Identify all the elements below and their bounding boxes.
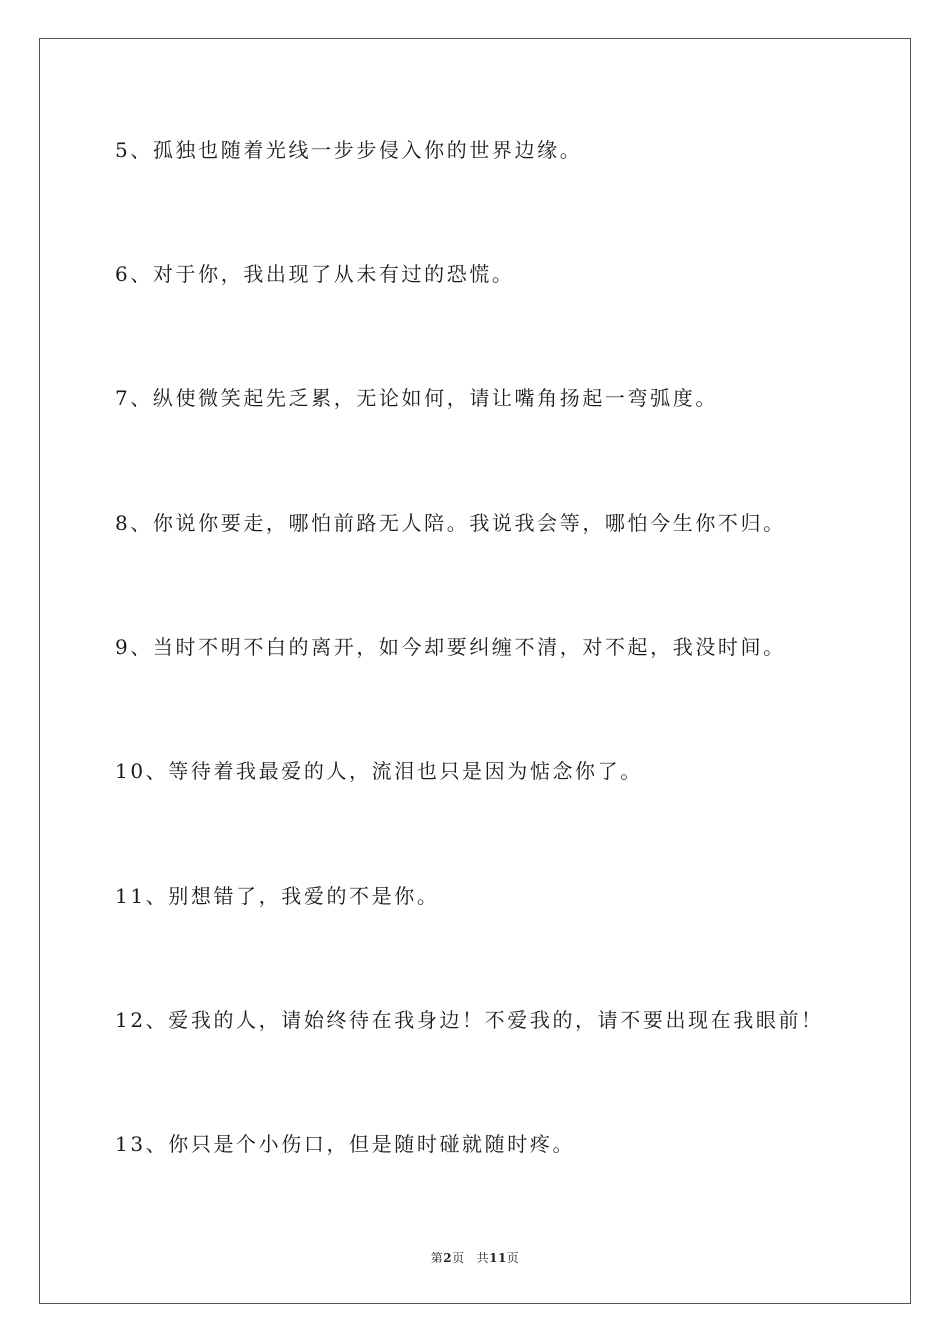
list-item-7: 7、纵使微笑起先乏累，无论如何，请让嘴角扬起一弯弧度。: [115, 386, 718, 410]
list-item-9: 9、当时不明不白的离开，如今却要纠缠不清，对不起，我没时间。: [115, 635, 786, 659]
page-number: 2: [443, 1251, 453, 1265]
list-item-8: 8、你说你要走，哪怕前路无人陪。我说我会等，哪怕今生你不归。: [115, 511, 786, 535]
list-item-11: 11、别想错了，我爱的不是你。: [115, 884, 440, 908]
total-prefix: 共: [476, 1251, 490, 1265]
total-pages: 11: [489, 1251, 507, 1265]
list-item-10: 10、等待着我最爱的人，流泪也只是因为惦念你了。: [115, 759, 643, 783]
list-item-5: 5、孤独也随着光线一步步侵入你的世界边缘。: [115, 138, 583, 162]
list-item-13: 13、你只是个小伤口，但是随时碰就随时疼。: [115, 1132, 576, 1156]
page-suffix: 页: [452, 1251, 465, 1265]
total-suffix: 页: [506, 1251, 520, 1265]
page-prefix: 第: [430, 1251, 444, 1265]
list-item-12: 12、爱我的人，请始终待在我身边！不爱我的，请不要出现在我眼前！: [115, 1008, 824, 1032]
page-footer: [0, 1249, 950, 1266]
page-border: [39, 38, 911, 1304]
list-item-6: 6、对于你，我出现了从未有过的恐慌。: [115, 262, 515, 286]
